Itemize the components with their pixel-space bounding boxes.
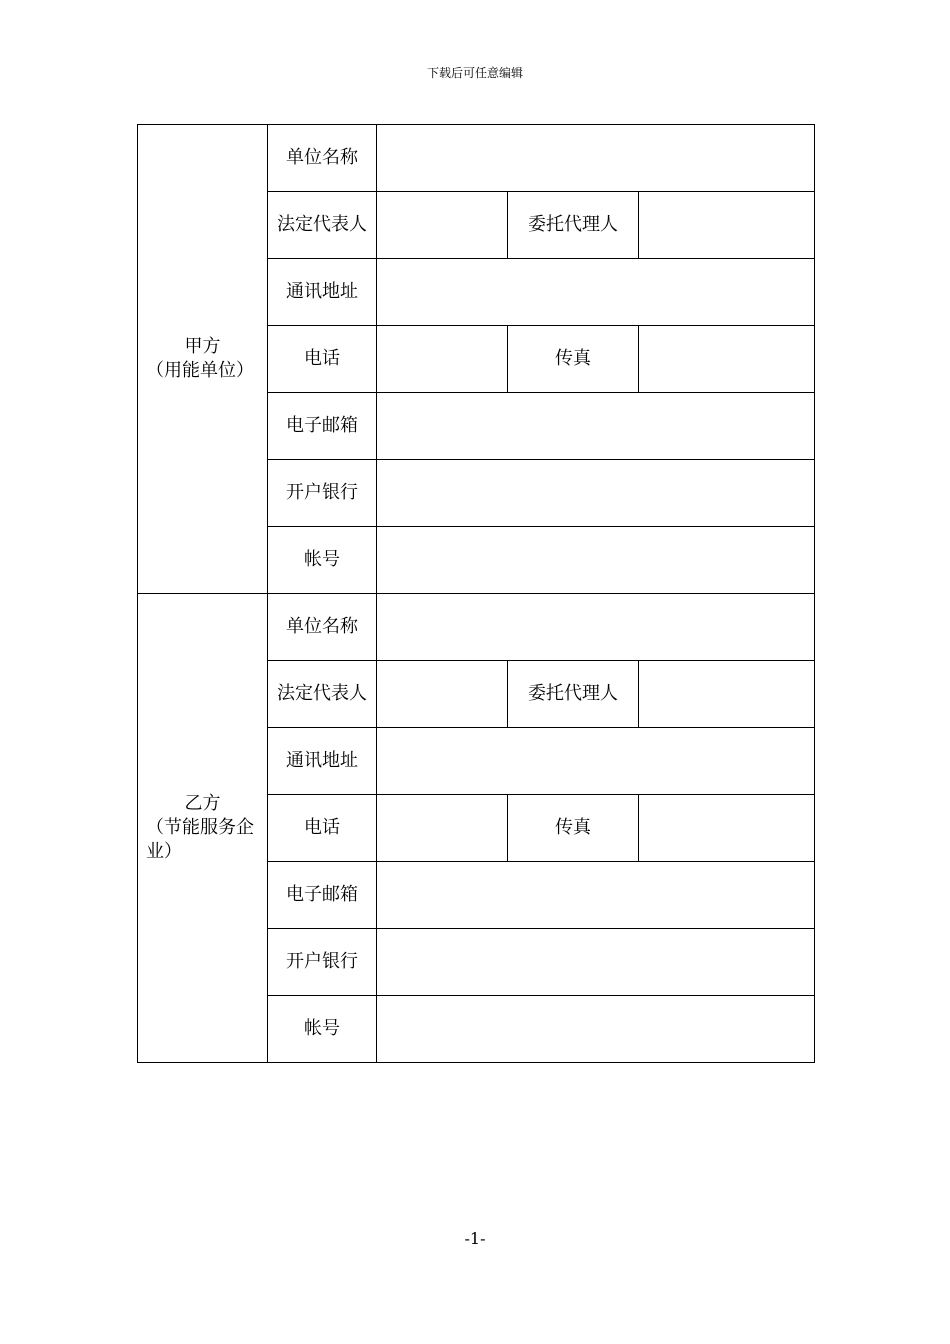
party-b-agent-field[interactable] xyxy=(639,661,815,728)
party-b-phone-field[interactable] xyxy=(377,795,508,862)
party-a-label xyxy=(138,125,268,594)
party-b-legal-rep-field[interactable] xyxy=(377,661,508,728)
party-b-phone-label: 电话 xyxy=(268,795,377,862)
party-b-unit-name-field[interactable] xyxy=(377,594,815,661)
party-b-label xyxy=(138,594,268,1063)
party-a-phone-field[interactable] xyxy=(377,326,508,393)
party-b-fax-field[interactable] xyxy=(639,795,815,862)
party-b-address-label: 通讯地址 xyxy=(268,728,377,795)
party-a-address-field[interactable] xyxy=(377,259,815,326)
contract-party-table xyxy=(137,124,815,1063)
party-a-unit-name-label: 单位名称 xyxy=(268,125,377,192)
party-a-agent-field[interactable] xyxy=(639,192,815,259)
party-a-address-label: 通讯地址 xyxy=(268,259,377,326)
header-note: 下载后可任意编辑 xyxy=(426,66,523,80)
party-a-title: 甲方 xyxy=(184,336,221,357)
party-b-desc: （节能服务企业） xyxy=(146,817,254,862)
party-b-agent-label: 委托代理人 xyxy=(508,661,639,728)
party-a-email-label: 电子邮箱 xyxy=(268,393,377,460)
party-a-unit-name-field[interactable] xyxy=(377,125,815,192)
party-b-bank-label: 开户银行 xyxy=(268,929,377,996)
party-a-desc: （用能单位） xyxy=(146,360,254,381)
party-a-account-field[interactable] xyxy=(377,527,815,594)
party-a-account-label: 帐号 xyxy=(268,527,377,594)
party-b-row-unit-name xyxy=(138,594,815,661)
party-b-account-field[interactable] xyxy=(377,996,815,1063)
party-a-agent-label: 委托代理人 xyxy=(508,192,639,259)
party-b-bank-field[interactable] xyxy=(377,929,815,996)
party-b-account-label: 帐号 xyxy=(268,996,377,1063)
party-b-title: 乙方 xyxy=(184,793,221,814)
party-a-legal-rep-label: 法定代表人 xyxy=(268,192,377,259)
party-a-bank-field[interactable] xyxy=(377,460,815,527)
party-b-email-label: 电子邮箱 xyxy=(268,862,377,929)
party-b-fax-label: 传真 xyxy=(508,795,639,862)
party-a-legal-rep-field[interactable] xyxy=(377,192,508,259)
party-b-legal-rep-label: 法定代表人 xyxy=(268,661,377,728)
party-b-address-field[interactable] xyxy=(377,728,815,795)
party-a-fax-label: 传真 xyxy=(508,326,639,393)
party-a-phone-label: 电话 xyxy=(268,326,377,393)
party-a-email-field[interactable] xyxy=(377,393,815,460)
party-a-fax-field[interactable] xyxy=(639,326,815,393)
party-b-unit-name-label: 单位名称 xyxy=(268,594,377,661)
page-number: -1- xyxy=(464,1229,486,1248)
party-a-row-unit-name xyxy=(138,125,815,192)
party-a-bank-label: 开户银行 xyxy=(268,460,377,527)
party-b-email-field[interactable] xyxy=(377,862,815,929)
